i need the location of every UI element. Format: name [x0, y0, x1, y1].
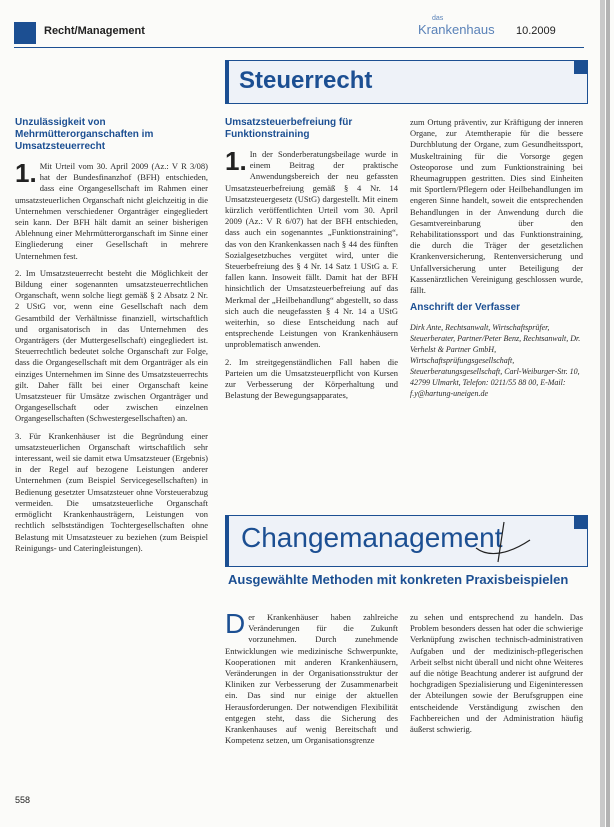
section-marker-square	[14, 22, 36, 44]
drop-cap: 1.	[15, 158, 37, 188]
column-article-organschaft	[15, 117, 208, 560]
column-changemanagement-right	[410, 612, 583, 741]
journal-logo: Krankenhaus	[418, 22, 495, 37]
author-address-heading: Anschrift der Verfasser	[410, 302, 521, 314]
article-heading: Umsatzsteuerbefreiung für Funktionstraining	[225, 117, 353, 140]
journal-logo-prefix: das	[432, 15, 444, 22]
steuerrecht-banner	[225, 60, 588, 104]
banner-corner-square	[574, 515, 588, 529]
drop-cap: D	[225, 608, 246, 639]
paragraph-text: In der Sonderberatungsbeilage wurde in einem Beitrag der praktische Anwendungsbereich der neu gefassten Umsatzsteuerbefreiung gemäß § 4 Nr. 14 Umsatzsteuergesetz (UStG) dargestellt. Mit einem kürzlich veröffentlichten Urteil vom 30. April 2009 (Az.: V R 6/07) hat der BFH entschieden, dass auch ein sogenanntes „Funktionstraining“, das von den Krankenkassen nach § 44 des fünften Sozialgesetzbuches vergütet wird, unter die Steuerbefreiung des § 4 Nr. 14 Satz 1 UStG a. F. fallen kann. Insoweit fällt. Damit hat der BFH hinsichtlich der Umsatzsteuerbefreiung auf das Merkmal der „Heilbehandlung“ abgestellt, so dass sich auch die neugefassten § 4 Nr. 14 a UStG weiterhin, so diese Entscheidung nach auf entsprechende Leistungen von Krankenhäusern unproblematisch anwenden.	[225, 149, 398, 350]
article-paragraph: 3. Für Krankenhäuser ist die Begründung einer umsatzsteuerlichen Organschaft wirtschaftlich sehr interessant, weil sie damit etwa Umsatzsteuer (Ergebnis) in der Regel auf bezogene Leistungen anderer Unternehmen (zum Beispiel Servicegesellschaften) in Bedienung gesetzter Umsatzsteuer ohne Vorsteuerabzug vermeiden. Die umsatzsteuerliche Organschaft ermöglicht Krankenhausträgern, Leistungen von rechtlich selbstständigen Tochtergesellschaften ohne Belastung mit Umsatzsteuer zu beziehen (zum Beispiel Reinigungs- und Cateringleistungen).	[15, 430, 208, 553]
paragraph-text: Mit Urteil vom 30. April 2009 (Az.: V R 3/08) hat der Bundesfinanzhof (BFH) entschieden, dass eine Organgesellschaft im Rahmen einer umsatzsteuerlichen Organschaft nicht gleichzeitig in die Unternehmen verschiedener Organträger eingegliedert sein kann. Der BFH hält damit an seiner bisherigen Ablehnung einer Mehrmütterorganschaft im Sinne einer Eingliederung einer Gesellschaft in mehrere Unternehmen fest.	[15, 161, 208, 261]
author-address: Dirk Ante, Rechtsanwalt, Wirtschaftsprüfer, Steuerberater, Partner/Peter Benz, Rechtsanwalt, Dr. Verhelst & Partner GmbH, Wirtschaftsprüfungsgesellschaft, Steuerberatungsgesellschaft, Carl-Weiburger-Str. 10, 42799 Ulmarkt, Telefon: 0211/55 88 00, E-Mail: f.y@hartung-uneigen.de	[410, 323, 581, 399]
article-paragraph: zum Ortung präventiv, zur Kräftigung der inneren Organe, zur Atemtherapie für die bessere Durchblutung der Organe, zum Gesundheitssport, Muskeltraining für die Vorsorge gegen Osteoporose und zum Funktionstraining bei Rheumagruppen gestritten. Dies sind Einheiten mit Sportlern/Pflegern oder Heilbehandlungen im engeren Sinne handelt, soweit die entsprechenden Behandlungen in der Anwendung durch die Gesamtvereinbarung über den Rehabilitationssport und das Funktionstraining, die durch die Träger der gesetzlichen Krankenversicherung, Rentenversicherung und Unfallversicherung unter Beteiligung der Kassenärztlichen Vereinigung geschlossen wurde, fällt.	[410, 117, 583, 296]
article-paragraph	[15, 158, 208, 262]
running-header-section: Recht/Management	[44, 25, 145, 37]
header-rule	[14, 47, 584, 48]
pen-swoosh-graphic	[474, 518, 534, 564]
page-number: 558	[15, 795, 31, 805]
article-paragraph	[225, 146, 398, 351]
paragraph-text: er Krankenhäuser haben zahlreiche Veränderungen für die Zukunft vorzunehmen. Durch zunehmende Entwicklungen wie medizinische Schwerpunkte, Kooperationen mit anderen Krankenhäusern, Veränderungen in der Organisationsstruktur der Kliniken zur Verbesserung der Zusammenarbeit ein. Das sind nur einige der aktuellen Herausforderungen. Der notwendigen Flexibilität entgegen steht, dass die Sicherung des Krankenhauses auf wenig Bereitschaft und Kompetenz setzen, um Organisationsgrenze	[225, 612, 398, 746]
article-paragraph: 2. Im Umsatzsteuerrecht besteht die Möglichkeit der Bildung einer sogenannten umsatzsteuerrechtlichen Organschaft, wenn solche liegt gemäß § 2 Absatz 2 Nr. 2 UStG vor, wenn eine Gesellschaft nach dem Gesamtbild der Verhältnisse finanziell, wirtschaftlich und organisatorisch in das Unternehmen des Organträgers (der Muttergesellschaft) eingegliedert ist. Steuerrechtlich bedeutet solche Organschaft zur Folge, dass die Organgesellschaft mit dem Organträger als ein einziges Unternehmen im Sinne des Umsatzsteuerrechts gilt. Daher fällt bei einer Organschaft keine Umsatzsteuer für Umsätze zwischen Organträger und Organgesellschaft oder zwischen einzelnen Organgesellschaften (Schwestergesellschaften) an.	[15, 267, 208, 424]
column-article-funktionstraining	[225, 117, 398, 407]
article-heading: Unzulässigkeit von Mehrmütterorganschaften im Umsatzsteuerrecht	[15, 117, 154, 152]
banner-corner-square	[574, 60, 588, 74]
article-paragraph: zu sehen und entsprechend zu handeln. Das Problem besonders dessen hat oder die schwierige Verknüpfung zwischen technisch-administrativen Aufgaben und der medizinisch-pflegerischen Arbeit selbst nicht überall und nicht ohne Weiteres auf die nötige Beachtung anderer ist aufgrund der hochgradigen Spezialisierung und Eigeninteressen der Abteilungen sowie der Berufsgruppen eine entscheidende Verständigung zwischen den Fachbereichen und der Administration häufig äußerst schwierig.	[410, 612, 583, 735]
changemanagement-banner-title: Changemanagement	[241, 522, 503, 553]
column-changemanagement-left	[225, 608, 398, 752]
changemanagement-banner	[225, 515, 588, 567]
column-continuation	[410, 117, 583, 405]
drop-cap: 1.	[225, 146, 247, 176]
page-edge-shadow	[600, 0, 605, 827]
steuerrecht-banner-title: Steuerrecht	[239, 67, 373, 94]
page-edge-shadow	[606, 0, 610, 827]
changemanagement-title: Ausgewählte Methoden mit konkreten Praxisbeispielen	[228, 572, 569, 587]
article-paragraph	[225, 608, 398, 746]
article-paragraph: 2. Im streitgegenständlichen Fall haben die Parteien um die Umsatzsteuerpflicht von Kursen zur Verbesserung der Körperhaltung und Belastung der Bewegungsapparates,	[225, 356, 398, 401]
issue-date: 10.2009	[516, 25, 556, 37]
